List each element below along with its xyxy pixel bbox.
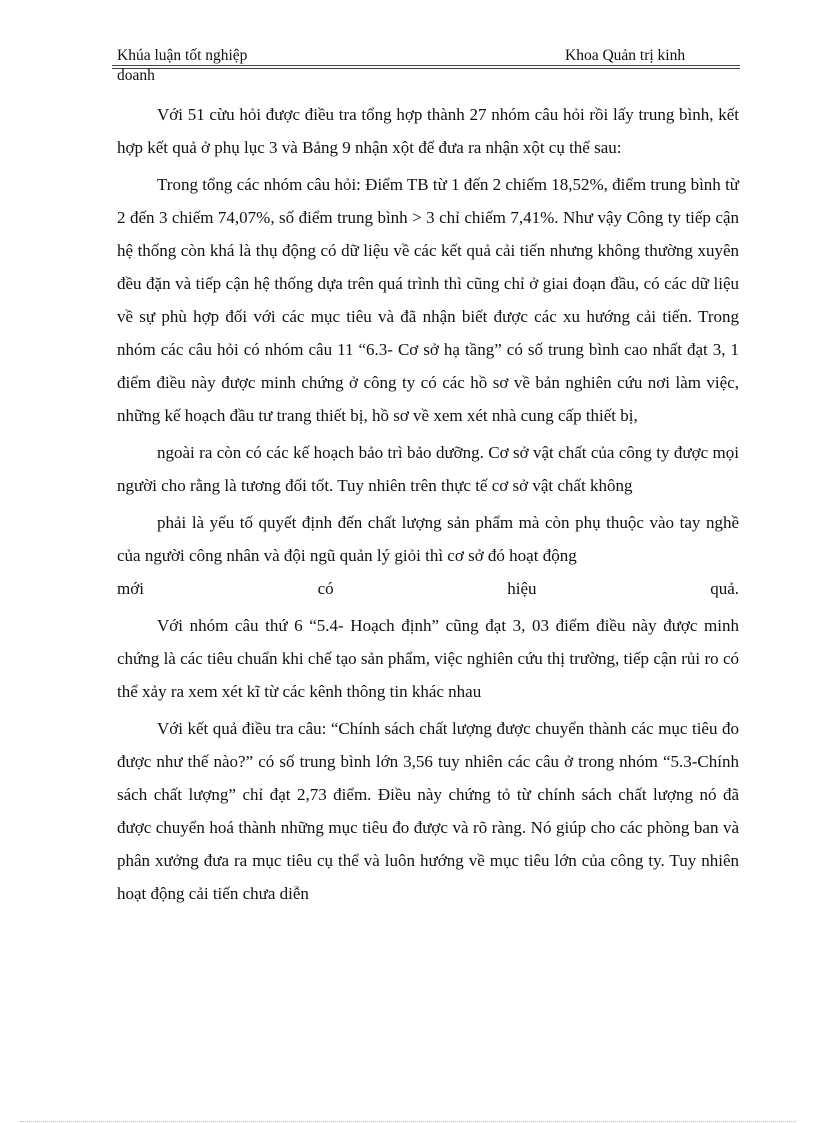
paragraph-4-last-line [117,572,739,605]
paragraph-4: phải là yếu tố quyết định đến chất lượng sản phẩm mà còn phụ thuộc vào tay nghề của người công nhân và đội ngũ quản lý giỏi thì cơ sở đó hoạt động [117,513,739,565]
paragraph-3: ngoài ra còn có các kế hoạch bảo trì bảo dưỡng. Cơ sở vật chất của công ty được mọi người cho rằng là tương đối tốt. Tuy nhiên trên thực tế cơ sở vật chất không [117,443,739,495]
paragraph-6: Với kết quả điều tra câu: “Chính sách chất lượng được chuyển thành các mục tiêu đo được như thế nào?” có số trung bình lớn 3,56 tuy nhiên các câu ở trong nhóm “5.3-Chính sách chất lượng” chỉ đạt 2,73 điểm. Điều này chứng tỏ từ chính sách chất lượng nó đã được chuyển hoá thành những mục tiêu đo được và rõ ràng. Nó giúp cho các phòng ban và phân xưởng đưa ra mục tiêu cụ thể và luôn hướng về mục tiêu lớn của công ty. Tuy nhiên hoạt động cải tiến chưa diễn [117,719,739,903]
paragraph-1: Với 51 cừu hỏi được điều tra tổng hợp thành 27 nhóm câu hỏi rồi lấy trung bình, kết hợp kết quả ở phụ lục 3 và Bảng 9 nhận xột để đưa ra nhận xột cụ thể sau: [117,105,739,157]
word-hieu: hiệu [507,579,537,598]
word-co: có [317,579,334,598]
page-bottom-dotted-border [20,1121,796,1122]
header-rule-bottom [112,68,740,69]
header-left-title: Khúa luận tốt nghiệp [117,47,248,64]
header-right-title: Khoa Quản trị kinh [565,47,686,64]
word-qua: quả. [710,579,739,598]
header-right-title-wrap: doanh [117,67,155,84]
word-moi: mới [117,579,144,598]
header-rule-top [112,65,740,66]
document-body [117,98,739,910]
paragraph-5: Với nhóm câu thứ 6 “5.4- Hoạch định” cũng đạt 3, 03 điểm điều này được minh chứng là các tiêu chuẩn khi chế tạo sản phẩm, việc nghiên cứu thị trường, tiếp cận rủi ro có thể xảy ra xem xét kĩ từ các kênh thông tin khác nhau [117,616,739,701]
paragraph-2: Trong tổng các nhóm câu hỏi: Điểm TB từ 1 đến 2 chiếm 18,52%, điểm trung bình từ 2 đến 3 chiếm 74,07%, số điểm trung bình > 3 chỉ chiếm 7,41%. Như vậy Công ty tiếp cận hệ thống còn khá là thụ động có dữ liệu về các kết quả cải tiến nhưng không thường xuyên đều đặn và tiếp cận hệ thống dựa trên quá trình thì cũng chỉ ở giai đoạn đầu, có các dữ liệu về sự phù hợp đối với các mục tiêu và đã nhận biết được các xu hướng cải tiến. Trong nhóm các câu hỏi có nhóm câu 11 “6.3- Cơ sở hạ tầng” có số trung bình cao nhất đạt 3, 1 điểm điều này được minh chứng ở công ty có các hồ sơ về bản nghiên cứu nơi làm việc, những kế hoạch đầu tư trang thiết bị, hồ sơ về xem xét nhà cung cấp thiết bị, [117,175,739,425]
